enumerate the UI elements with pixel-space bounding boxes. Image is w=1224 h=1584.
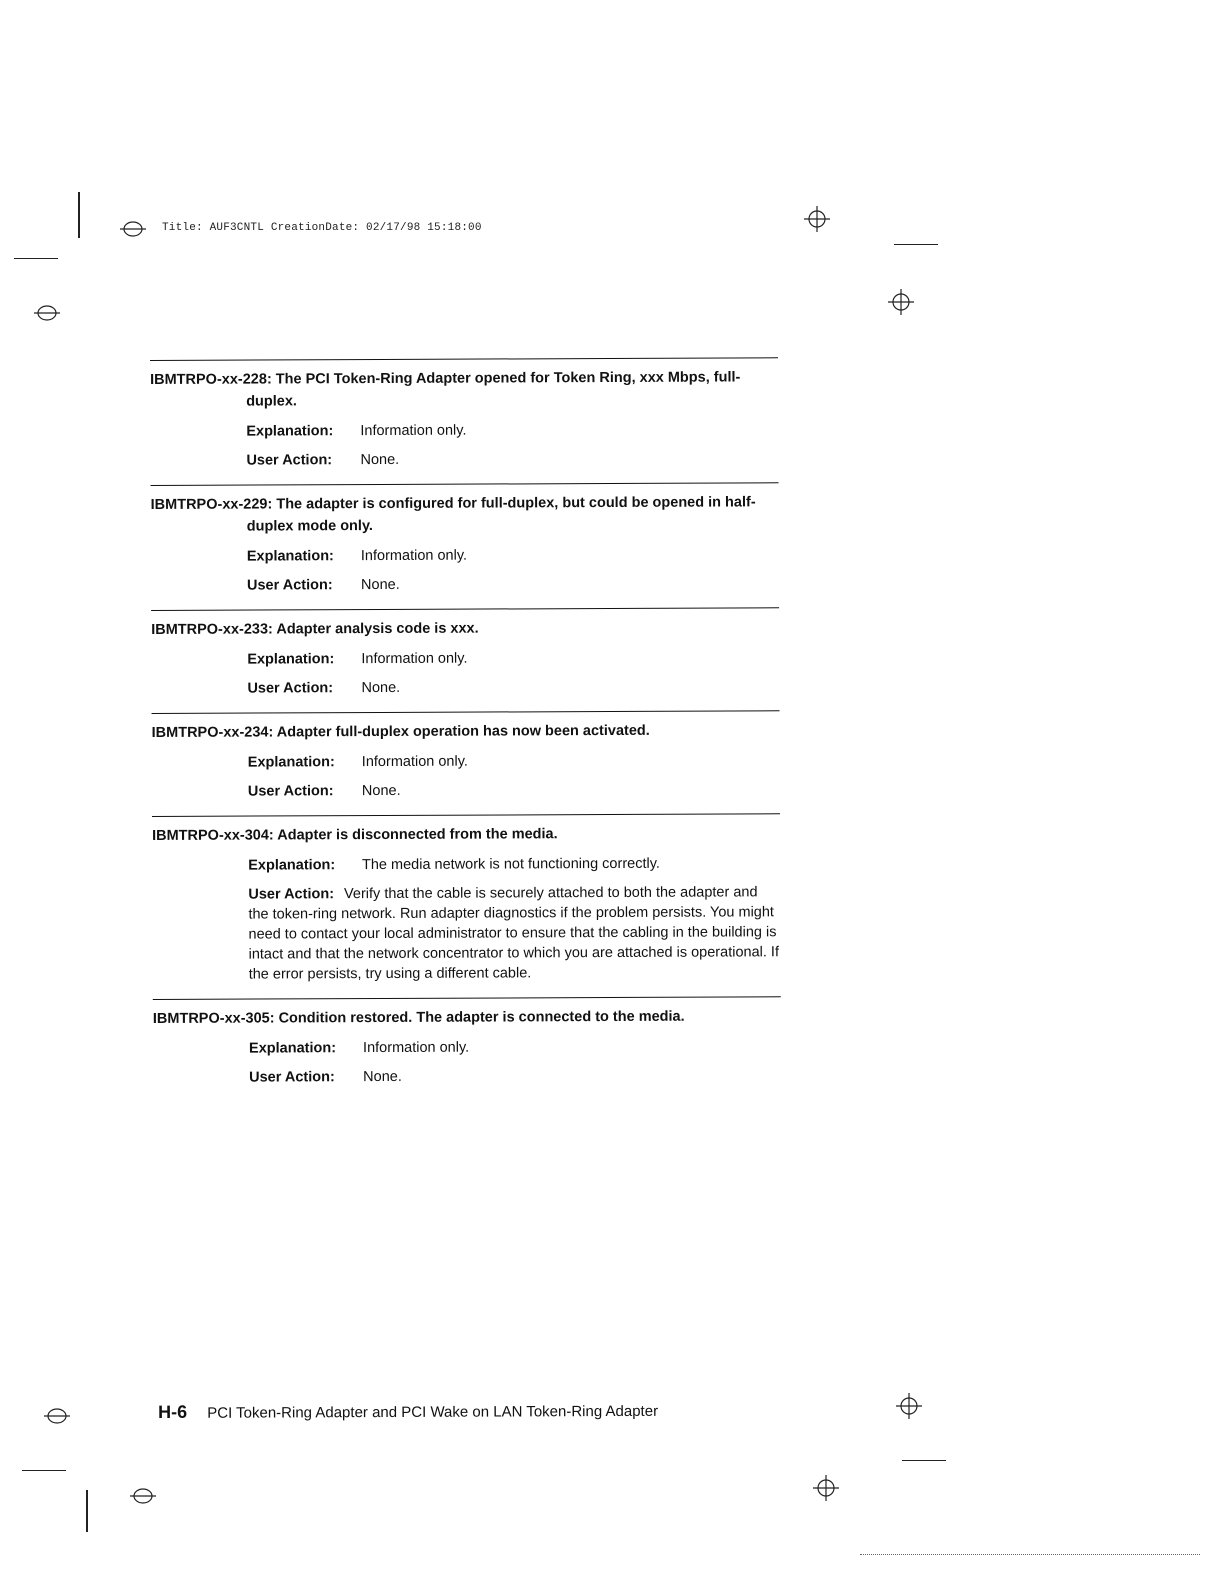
message-entry [150,357,778,471]
explanation-row [247,647,779,669]
trim-line [78,192,80,238]
explanation-label: Explanation: [246,548,334,565]
message-entry [151,607,779,699]
explanation-row [246,419,778,441]
crosshair-registration-icon [813,1475,839,1501]
footer-title: PCI Token-Ring Adapter and PCI Wake on LAN Token-Ring Adapter [207,1402,659,1422]
explanation-text: Information only. [361,753,468,771]
user-action-text: None. [360,451,400,469]
message-title: IBMTRPO-xx-233: Adapter analysis code is xxx. [151,620,479,638]
user-action-label: User Action: [248,886,335,903]
message-title: IBMTRPO-xx-305: Condition restored. The adapter is connected to the media. [152,1008,685,1027]
crosshair-registration-icon [888,289,914,315]
user-action-label: User Action: [246,577,333,594]
explanation-label: Explanation: [247,651,335,668]
user-action-text: None. [360,576,400,594]
crosshair-registration-icon [804,206,830,232]
page-number: H-6 [158,1401,188,1422]
user-action-text: Verify that the cable is securely attached to both the adapter and the token-ring network. Run adapter diagnostics if the problem persists. You might need to contact your local administrator to ensure that the cabling in the building is intact and that the network concentrator to which you are attached is operational. If the error persists, try using a different cable. [248,884,780,983]
explanation-text: Information only. [360,422,467,440]
user-action-row [247,676,779,698]
explanation-row [249,1036,781,1058]
user-action-row [247,573,779,595]
registration-mark-icon [34,300,60,326]
message-title: IBMTRPO-xx-228: The PCI Token-Ring Adapter opened for Token Ring, xxx Mbps, full-duplex. [150,369,741,410]
message-title: IBMTRPO-xx-304: Adapter is disconnected from the media. [152,826,558,844]
user-action-text: None. [363,1068,402,1086]
print-header: Title: AUF3CNTL CreationDate: 02/17/98 15:18:00 [162,222,482,234]
message-title: IBMTRPO-xx-234: Adapter full-duplex operation has now been activated. [151,722,650,741]
explanation-row [248,853,780,875]
explanation-text: Information only. [360,547,468,565]
registration-mark-icon [120,216,146,242]
message-entry [151,482,779,596]
explanation-label: Explanation: [248,857,336,874]
message-list [150,357,781,1102]
user-action-row [248,779,780,801]
explanation-label: Explanation: [247,754,335,771]
registration-mark-icon [130,1483,156,1509]
message-title: IBMTRPO-xx-229: The adapter is configured for full-duplex, but could be opened in half-duplex mode only. [150,494,756,535]
page-footer [158,1400,658,1423]
explanation-label: Explanation: [246,423,334,440]
explanation-text: Information only. [361,650,468,668]
crosshair-registration-icon [896,1393,922,1419]
user-action-label: User Action: [247,783,334,800]
trim-line [86,1490,88,1532]
user-action-label: User Action: [249,1069,335,1086]
user-action-label: User Action: [247,680,334,697]
message-entry [153,996,781,1088]
trim-line [902,1460,946,1461]
user-action-text: None. [361,782,401,800]
explanation-text: Information only. [363,1039,470,1057]
explanation-text: The media network is not functioning correctly. [361,855,660,874]
explanation-label: Explanation: [248,1040,337,1057]
message-entry [152,710,780,802]
user-action-row [246,448,778,470]
trim-line [22,1470,66,1471]
trim-line [894,244,938,245]
message-entry [152,813,781,985]
explanation-row [248,750,780,772]
user-action-row [248,882,780,984]
explanation-row [247,544,779,566]
user-action-row [249,1065,781,1087]
user-action-label: User Action: [246,452,333,469]
registration-mark-icon [44,1403,70,1429]
trim-line [14,258,58,259]
scan-artifact [860,1554,1200,1557]
user-action-text: None. [361,679,401,697]
